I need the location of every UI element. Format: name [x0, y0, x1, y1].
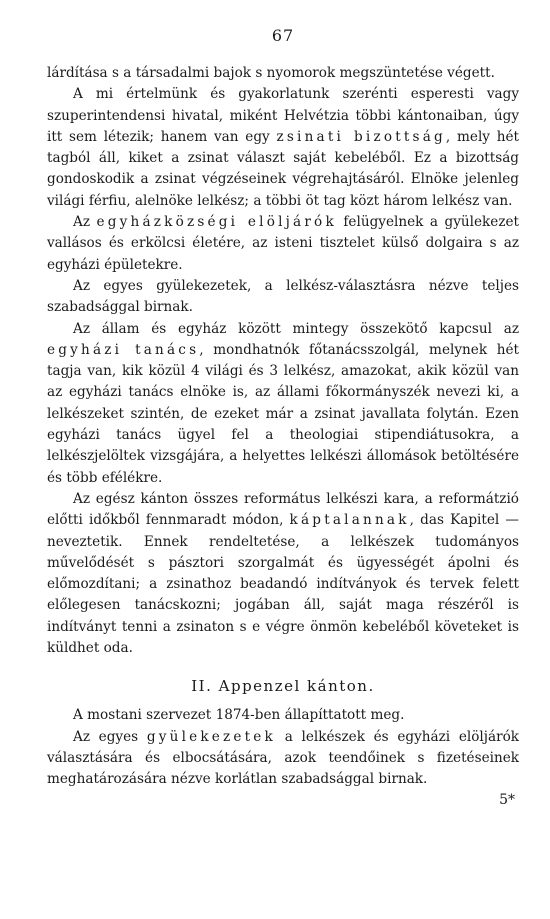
paragraph-text-after: , das Kapitel — neveztetik. Ennek rendeltetése, a lelkészek tudományos művelődését s pásztori szorgalmát és ügyességét ápolni és előmozdítani; a zsinathoz beadandó indítványok és tervek felett előlegesen tanácskozni; jogában áll, saját maga részéről is indítványt tenni a zsinaton s e végre önmön kebeléből követeket is küldhet oda.	[47, 512, 519, 657]
paragraph-text-after: , mondhatnók főtanácsszolgál, melynek hét tagja van, kik közül 4 világi és 3 lelkész, amazokat, akik közül van az egyházi tanács elnöke is, az állami főkormányszék nevezi ki, a lelkészeket szintén, de ezeket már a zsinat javallata folytán. Ezen egyházi tanács ügyel fel a theologiai stipendiátusokra, a lelkészjelöltek vizsgájára, a helyettes lelkészi állomások betöltésére és több efélékre.	[47, 341, 519, 486]
paragraph-text-after: , mely hét tagból áll, kiket a zsinat választ saját kebeléből. Ez a bizottság gondoskodik a zsinat végzéseinek végrehajtásáról. Elnöke jelenleg világi férfiu, alelnöke lelkész; a többi öt tag közt három lelkész van.	[47, 128, 519, 209]
spaced-term: gyülekezetek	[146, 728, 276, 745]
paragraph-church-council	[47, 319, 519, 489]
paragraph-text-before: A mi értelmünk és gyakorlatunk szerénti esperesti vagy szuperintendensi hivatal, miként Helvétzia többi kántonaiban, úgy itt sem létezik; hanem van egy	[47, 86, 519, 145]
spaced-term: egyházközségi elöljárók	[96, 214, 337, 231]
paragraph-text-before: Az egyes	[73, 728, 147, 745]
paragraph-text-after: felügyelnek a gyülekezet vallásos és erkölcsi életére, az isteni tisztelet külső dolgaira s az egyházi épületekre.	[47, 214, 519, 273]
paragraph-text-before: Az	[73, 214, 97, 231]
page-number: 67	[271, 26, 295, 45]
book-page	[47, 26, 519, 807]
paragraph-synod-committee	[47, 84, 519, 212]
paragraph-text-after: a lelkészek és egyházi elöljárók választására és elbocsátására, azok teendőinek s fizetéseinek meghatározására nézve korlátlan szabadsággal birnak.	[47, 728, 519, 788]
paragraph-continuation	[47, 63, 519, 84]
paragraph-text: Az egyes gyülekezetek, a lelkész-választásra nézve teljes szabadsággal birnak.	[47, 277, 519, 316]
paragraph-text-before: Az állam és egyház között mintegy összekötő kapcsul az	[73, 320, 519, 337]
spaced-term: zsinati bizottság	[276, 128, 446, 145]
paragraph-text: A mostani szervezet 1874-ben állapíttatott meg.	[73, 707, 405, 724]
paragraph-text: lárdítása s a társadalmi bajok s nyomorok megszüntetése végett.	[47, 65, 495, 81]
paragraph-current-organization	[47, 705, 519, 726]
paragraph-text-before: Az egész kánton összes református lelkészi kara, a reformátzió előtti időkből fennmaradt módon,	[47, 490, 519, 529]
spaced-term: egyházi tanács	[47, 341, 200, 358]
paragraph-individual-congregations	[47, 727, 519, 791]
paragraph-congregations	[47, 276, 519, 319]
signature-mark: 5*	[499, 791, 515, 808]
section-heading: II. Appenzel kánton.	[191, 677, 375, 696]
paragraph-church-elders	[47, 212, 519, 276]
spaced-term: káptalannak	[289, 512, 410, 529]
paragraph-chapter	[47, 489, 519, 659]
